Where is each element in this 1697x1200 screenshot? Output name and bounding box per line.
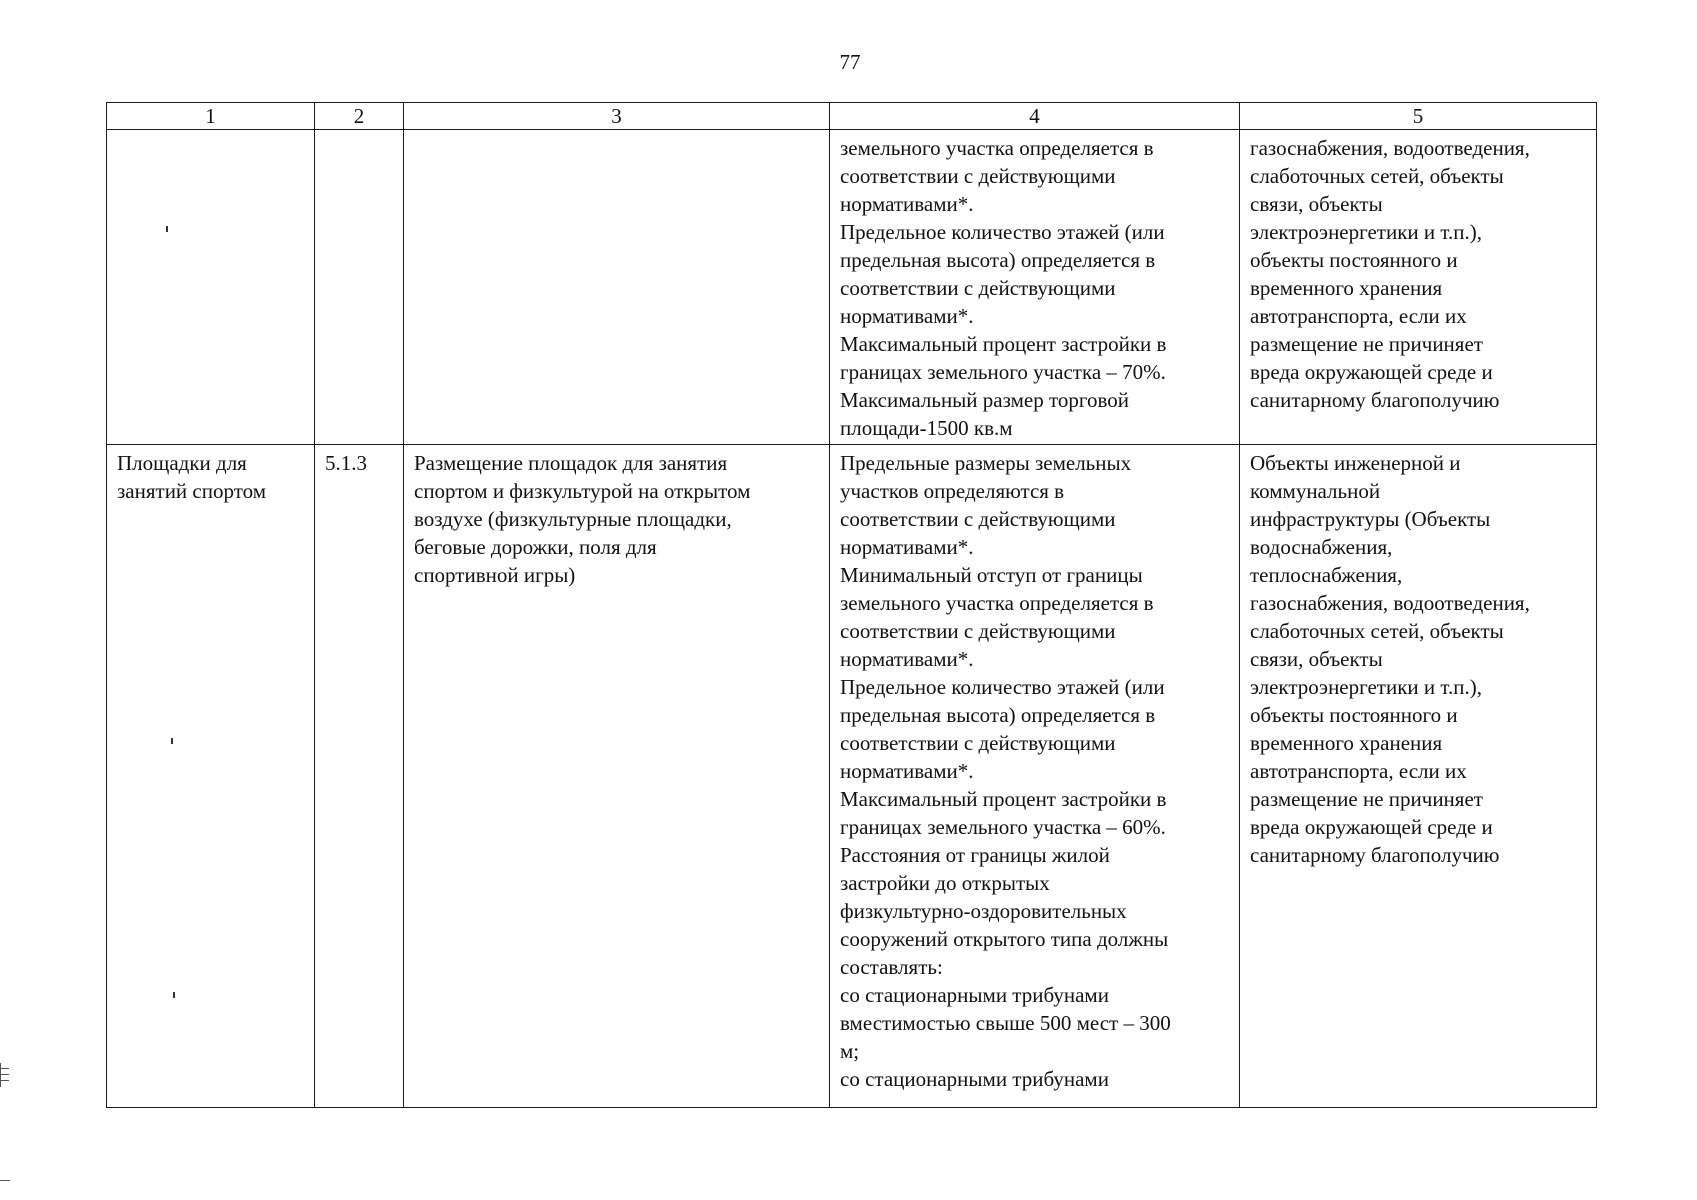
- cell-text-line: нормативами*.: [840, 759, 974, 783]
- table-header-row: [107, 103, 1597, 130]
- cell-text-line: санитарному благополучию: [1250, 843, 1500, 867]
- cell-text-line: слаботочных сетей, объекты: [1250, 619, 1504, 643]
- cell-text-line: соответствии с действующими: [840, 731, 1116, 755]
- cell-text-line: предельная высота) определяется в: [840, 703, 1156, 727]
- parameters-cell: [830, 130, 1240, 445]
- scan-margin-mark: [0, 1063, 11, 1087]
- cell-text-line: границах земельного участка – 70%.: [840, 360, 1166, 384]
- column-header-4: 4: [830, 103, 1240, 130]
- cell-text-line: соответствии с действующими: [840, 507, 1116, 531]
- scan-speck: [173, 992, 175, 998]
- cell-text-line: Площадки для: [117, 451, 247, 475]
- cell-text-line: вместимостью свыше 500 мест – 300: [840, 1011, 1171, 1035]
- cell-text-line: электроэнергетики и т.п.),: [1250, 675, 1482, 699]
- cell-text-line: спортивной игры): [414, 563, 576, 587]
- land-use-code-cell: 5.1.3: [315, 445, 404, 1108]
- cell-text-line: размещение не причиняет: [1250, 787, 1483, 811]
- cell-text-line: застройки до открытых: [840, 871, 1050, 895]
- land-use-code-cell: [315, 130, 404, 445]
- cell-text-line: вреда окружающей среде и: [1250, 815, 1493, 839]
- column-header-2: 2: [315, 103, 404, 130]
- column-header-1: 1: [107, 103, 315, 130]
- cell-text-line: соответствии с действующими: [840, 619, 1116, 643]
- cell-text-line: водоснабжения,: [1250, 535, 1393, 559]
- column-header-3: 3: [404, 103, 830, 130]
- cell-text-line: сооружений открытого типа должны: [840, 927, 1169, 951]
- cell-text-line: Минимальный отступ от границы: [840, 563, 1143, 587]
- cell-text-line: площади-1500 кв.м: [840, 416, 1013, 440]
- cell-text-line: газоснабжения, водоотведения,: [1250, 136, 1530, 160]
- cell-text-line: земельного участка определяется в: [840, 136, 1154, 160]
- land-use-name-cell: [107, 130, 315, 445]
- cell-text-line: объекты постоянного и: [1250, 248, 1458, 272]
- cell-text-line: газоснабжения, водоотведения,: [1250, 591, 1530, 615]
- cell-text-line: теплоснабжения,: [1250, 563, 1403, 587]
- cell-text-line: составлять:: [840, 955, 943, 979]
- cell-text-line: земельного участка определяется в: [840, 591, 1154, 615]
- cell-text-line: границах земельного участка – 60%.: [840, 815, 1166, 839]
- cell-text-line: коммунальной: [1250, 479, 1381, 503]
- cell-text-line: Предельные размеры земельных: [840, 451, 1132, 475]
- cell-text-line: м;: [840, 1039, 860, 1063]
- scan-speck: [171, 738, 173, 744]
- cell-text-line: санитарному благополучию: [1250, 388, 1500, 412]
- land-use-description-cell: [404, 445, 830, 1108]
- table-row: [107, 130, 1597, 445]
- cell-text-line: связи, объекты: [1250, 192, 1383, 216]
- cell-text-line: размещение не причиняет: [1250, 332, 1483, 356]
- cell-text-line: Максимальный размер торговой: [840, 388, 1129, 412]
- cell-text-line: физкультурно-оздоровительных: [840, 899, 1127, 923]
- cell-text-line: Объекты инженерной и: [1250, 451, 1461, 475]
- scan-speck: [166, 226, 168, 232]
- auxiliary-uses-cell: [1240, 445, 1597, 1108]
- cell-text-line: беговые дорожки, поля для: [414, 535, 657, 559]
- cell-text-line: временного хранения: [1250, 731, 1443, 755]
- cell-text-line: нормативами*.: [840, 192, 974, 216]
- cell-text-line: нормативами*.: [840, 647, 974, 671]
- cell-text-line: временного хранения: [1250, 276, 1443, 300]
- cell-text-line: электроэнергетики и т.п.),: [1250, 220, 1482, 244]
- cell-text-line: нормативами*.: [840, 535, 974, 559]
- cell-text-line: занятий спортом: [117, 479, 266, 503]
- page-number: 77: [839, 50, 861, 74]
- land-use-name-cell: [107, 445, 315, 1108]
- cell-text-line: Максимальный процент застройки в: [840, 787, 1167, 811]
- auxiliary-uses-cell: [1240, 130, 1597, 445]
- cell-text-line: Размещение площадок для занятия: [414, 451, 728, 475]
- land-use-description-cell: [404, 130, 830, 445]
- cell-text-line: предельная высота) определяется в: [840, 248, 1156, 272]
- table-row: [107, 445, 1597, 1108]
- cell-text-line: Предельное количество этажей (или: [840, 220, 1165, 244]
- cell-text-line: нормативами*.: [840, 304, 974, 328]
- zoning-table: [106, 102, 1597, 1108]
- cell-text-line: соответствии с действующими: [840, 164, 1116, 188]
- cell-text-line: со стационарными трибунами: [840, 983, 1109, 1007]
- cell-text-line: слаботочных сетей, объекты: [1250, 164, 1504, 188]
- cell-text-line: инфраструктуры (Объекты: [1250, 507, 1491, 531]
- cell-text-line: участков определяются в: [840, 479, 1065, 503]
- cell-text-line: автотранспорта, если их: [1250, 304, 1467, 328]
- cell-text-line: воздухе (физкультурные площадки,: [414, 507, 732, 531]
- cell-text-line: спортом и физкультурой на открытом: [414, 479, 751, 503]
- cell-text-line: со стационарными трибунами: [840, 1067, 1109, 1091]
- cell-text-line: вреда окружающей среде и: [1250, 360, 1493, 384]
- cell-text-line: объекты постоянного и: [1250, 703, 1458, 727]
- column-header-5: 5: [1240, 103, 1597, 130]
- cell-text-line: Максимальный процент застройки в: [840, 332, 1167, 356]
- parameters-cell: [830, 445, 1240, 1108]
- cell-text-line: Предельное количество этажей (или: [840, 675, 1165, 699]
- cell-text-line: автотранспорта, если их: [1250, 759, 1467, 783]
- cell-text-line: связи, объекты: [1250, 647, 1383, 671]
- cell-text-line: Расстояния от границы жилой: [840, 843, 1110, 867]
- scan-margin-dash: [0, 1180, 10, 1181]
- cell-text-line: соответствии с действующими: [840, 276, 1116, 300]
